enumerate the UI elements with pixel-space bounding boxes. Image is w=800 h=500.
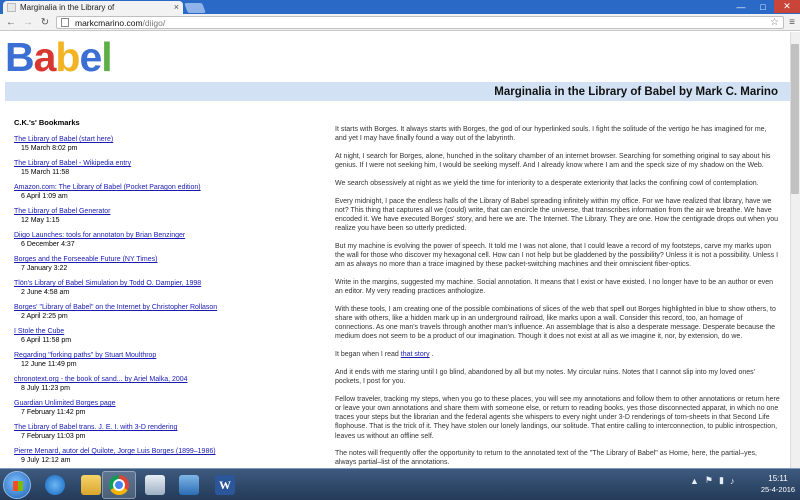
babel-logo	[5, 35, 112, 79]
address-bar[interactable]	[56, 16, 784, 29]
web-page	[0, 32, 800, 468]
article-paragraph: Fellow traveler, tracking my steps, when you go to these places, you will see my annotations and follow them to other annotations or return here or leave your own annotations and share them with someone else, or return to reading books, yes those disconnected apparat, in which no one traces your steps but the librarian and the federal agents she whispers to every night under 3-D renderings of torn-sheets in that Second Life flophouse. That is the trick of it. They have stolen our lonely landings, our solitude. That entire calling to interconnection, to public introspection, leaves us without an offline self.	[335, 395, 780, 440]
that-story-link[interactable]: that story	[400, 351, 430, 359]
bookmark-item	[14, 351, 319, 369]
browser-toolbar	[0, 14, 800, 31]
logo-letter: e	[79, 34, 102, 80]
browser-tab[interactable]	[3, 1, 183, 14]
article-content	[335, 125, 780, 485]
bookmark-link[interactable]: The Library of Babel (start here)	[14, 136, 114, 143]
bookmarks-sidebar	[14, 118, 319, 495]
browser-menu-icon[interactable]: ≡	[789, 17, 795, 28]
bookmark-link[interactable]: Amazon.com: The Library of Babel (Pocket Paragon edition)	[14, 184, 201, 191]
article-paragraph: With these tools, I am creating one of the possible combinations of slices of the web that spell out Borges highlighted in blue to show others, to share with others, like a hidden mark up in an underground railroad, like marks upon a wall. Consider this record, too, an homage of connections. As one man's travels through another man's influence. An assemblage that is also a desperate message. Desperate because the medium does not seem to be a product of our imagination. Though it does not exist at all as we imagine it, nor, by extension, do we.	[335, 305, 776, 341]
logo-letter: a	[33, 34, 56, 80]
windows-logo-icon	[13, 481, 23, 491]
page-favicon-icon	[7, 3, 16, 12]
bookmark-item	[14, 303, 319, 321]
page-info-icon[interactable]	[61, 18, 69, 27]
disk-drive-icon	[145, 475, 165, 495]
bookmark-link[interactable]: Pierre Menard, autor del Quilote, Jorge Luis Borges (1899–1986)	[14, 448, 216, 455]
bookmark-date: 6 April 11:58 pm	[21, 337, 72, 344]
began-prefix: It began when I read	[335, 351, 401, 359]
bookmark-item	[14, 135, 319, 153]
bookmark-link[interactable]: Diigo Launches: tools for annotaton by Brian Benzinger	[14, 232, 186, 239]
folder-icon	[81, 475, 101, 495]
bookmark-item	[14, 183, 319, 201]
reload-button[interactable]: ↻	[40, 17, 50, 28]
bookmark-item	[14, 447, 319, 465]
mail-icon	[179, 475, 199, 495]
url-host: markcmarino.com	[75, 17, 143, 28]
maximize-button[interactable]: □	[760, 1, 766, 12]
taskbar-disk[interactable]	[138, 471, 172, 499]
bookmark-link[interactable]: Borges' "Library of Babel" on the Internet by Christopher Rollason	[14, 304, 218, 311]
paragraph-group	[335, 125, 780, 342]
taskbar-word[interactable]	[208, 471, 242, 499]
clock-date: 25-4-2016	[760, 485, 796, 494]
url-text[interactable]	[75, 18, 770, 28]
bookmark-date: 7 February 11:42 pm	[21, 409, 86, 416]
bookmark-link[interactable]: The Library of Babel - Wikipedia entry	[14, 160, 132, 167]
bookmark-date: 2 June 4:58 am	[21, 289, 70, 296]
title-band	[5, 82, 800, 101]
close-window-button[interactable]: ✕	[774, 0, 800, 13]
article-paragraph: We search obsessively at night as we yield the time for interiority to a desperate exteriority that lacks the confining cowl of contemplation.	[335, 179, 759, 187]
bookmark-item	[14, 279, 319, 297]
bookmark-link[interactable]: Borges and the Forseeable Future (NY Times)	[14, 256, 158, 263]
bookmark-date: 12 June 11:49 pm	[21, 361, 77, 368]
browser-tab-strip	[0, 0, 800, 14]
forward-button[interactable]: →	[23, 17, 33, 28]
began-suffix: .	[429, 351, 434, 359]
tab-close-icon[interactable]: ×	[173, 2, 179, 12]
internet-explorer-icon	[45, 475, 65, 495]
began-paragraph	[335, 350, 780, 359]
bookmark-date: 7 February 11:03 pm	[21, 433, 86, 440]
system-clock[interactable]	[758, 473, 798, 495]
chrome-icon	[109, 475, 129, 495]
tab-title: Marginalia in the Library of	[20, 3, 115, 12]
bookmark-date: 2 April 2:25 pm	[21, 313, 68, 320]
bookmark-date: 6 December 4:37	[21, 241, 75, 248]
word-icon: W	[215, 475, 235, 495]
bookmark-list	[14, 135, 319, 489]
bookmark-link[interactable]: I Stole the Cube	[14, 328, 65, 335]
bookmark-item	[14, 327, 319, 345]
bookmark-date: 7 January 3:22	[21, 265, 68, 272]
action-center-flag-icon[interactable]: ⚑	[704, 475, 713, 485]
article-paragraph: Every midnight, I pace the endless halls of the Library of Babel spreading infinitely within my office. For we have realized that library, have we not? This thing that captures all we (could) write, that can encircle the universe, that transcribes information from the air we breathe. We have encoded it. We have executed Borges' story, and here we are. The Internet. The Library. They are one. How the centigrade drops out when you realize you have been so utterly predicted.	[335, 197, 778, 233]
back-button[interactable]: ←	[6, 17, 16, 28]
system-tray	[690, 475, 734, 486]
url-path: /diigo/	[142, 17, 166, 28]
article-paragraph: It starts with Borges. It always starts with Borges, the god of our hyperlinked souls. I fight the solitude of the vertigo he has imagined for me, and yet I may have finally found a way out of the labyrinth.	[335, 126, 767, 143]
bookmarks-heading: C.K.'s' Bookmarks	[14, 118, 80, 127]
start-button[interactable]	[3, 471, 31, 499]
taskbar-chrome[interactable]	[102, 471, 136, 499]
paragraph-group-after	[335, 368, 780, 468]
taskbar-internet-explorer[interactable]	[38, 471, 72, 499]
bookmark-link[interactable]: Regarding "forking paths" by Stuart Moulthrop	[14, 352, 157, 359]
article-paragraph: The notes will frequently offer the opportunity to return to the annotated text of the "The Library of Babel" as Home, here, the partial–yes, always partial–list of the annotations.	[335, 450, 757, 467]
bookmark-link[interactable]: Guardian Unlimited Borges page	[14, 400, 116, 407]
clock-time: 15:11	[768, 474, 788, 483]
bookmark-item	[14, 423, 319, 441]
bookmark-link[interactable]: Tlön's Library of Babel Simulation by Todd O. Dampier, 1998	[14, 280, 202, 287]
bookmark-item	[14, 159, 319, 177]
bookmark-item	[14, 399, 319, 417]
tray-expand-icon[interactable]: ▲	[690, 475, 699, 486]
bookmark-star-icon[interactable]: ☆	[770, 17, 779, 28]
bookmark-date: 15 March 11:58	[21, 169, 70, 176]
article-paragraph: But my machine is evolving the power of speech. It told me I was not alone, that I could leave a record of my footsteps, carve my marks upon the wall for those who discover my hexagonal cell. How can I not help but be gladdened by the possibility? Unless it is not a possibility. Unless I am as always no more than a trace imagined by these packet-switching machines and their omniscient fiber-optics.	[335, 242, 779, 269]
bookmark-date: 12 May 1:15	[21, 217, 60, 224]
bookmark-date: 6 April 1:09 am	[21, 193, 68, 200]
article-paragraph: Write in the margins, suggested my machine. Social annotation. It means that I exist or have existed. I no longer have to be an author or even an editor. My very reading practices anthologize.	[335, 278, 774, 296]
logo-letter: l	[101, 34, 112, 80]
bookmark-date: 15 March 8:02 pm	[21, 145, 78, 152]
new-tab-button[interactable]	[184, 3, 206, 13]
article-paragraph: At night, I search for Borges, alone, hunched in the solitary chamber of an internet browser. Searching for something original to say about his genius. If I were not seeking him, I would be seeking myself. And I already know where I am and the speck size of my shadow on the Web.	[335, 152, 771, 170]
bookmark-link[interactable]: chronotext.org - the book of sand... by Ariel Malka, 2004	[14, 376, 188, 383]
bookmark-item	[14, 231, 319, 249]
bookmark-date: 8 July 11:23 pm	[21, 385, 70, 392]
network-icon[interactable]: ▮	[719, 475, 724, 485]
bookmark-date: 9 July 12:12 am	[21, 457, 71, 464]
bookmark-link[interactable]: The Library of Babel trans. J. E. I. with 3-D rendering	[14, 424, 178, 431]
logo-letter: b	[55, 34, 80, 80]
windows-taskbar	[0, 468, 800, 500]
page-title: Marginalia in the Library of Babel by Mark C. Marino	[494, 85, 778, 98]
volume-icon[interactable]: ♪	[729, 475, 735, 486]
taskbar-mail[interactable]	[172, 471, 206, 499]
logo-letter: B	[5, 34, 34, 80]
bookmark-item	[14, 375, 319, 393]
minimize-button[interactable]: —	[736, 1, 746, 12]
bookmark-item	[14, 255, 319, 273]
article-paragraph: And it ends with me staring until I go blind, abandoned by all but my notes. My circular ruins. Notes that I cannot slip into my loved ones' pockets, I post for you.	[335, 368, 755, 386]
bookmark-link[interactable]: The Library of Babel Generator	[14, 208, 111, 215]
scrollbar-thumb[interactable]	[791, 44, 799, 194]
bookmark-item	[14, 207, 319, 225]
